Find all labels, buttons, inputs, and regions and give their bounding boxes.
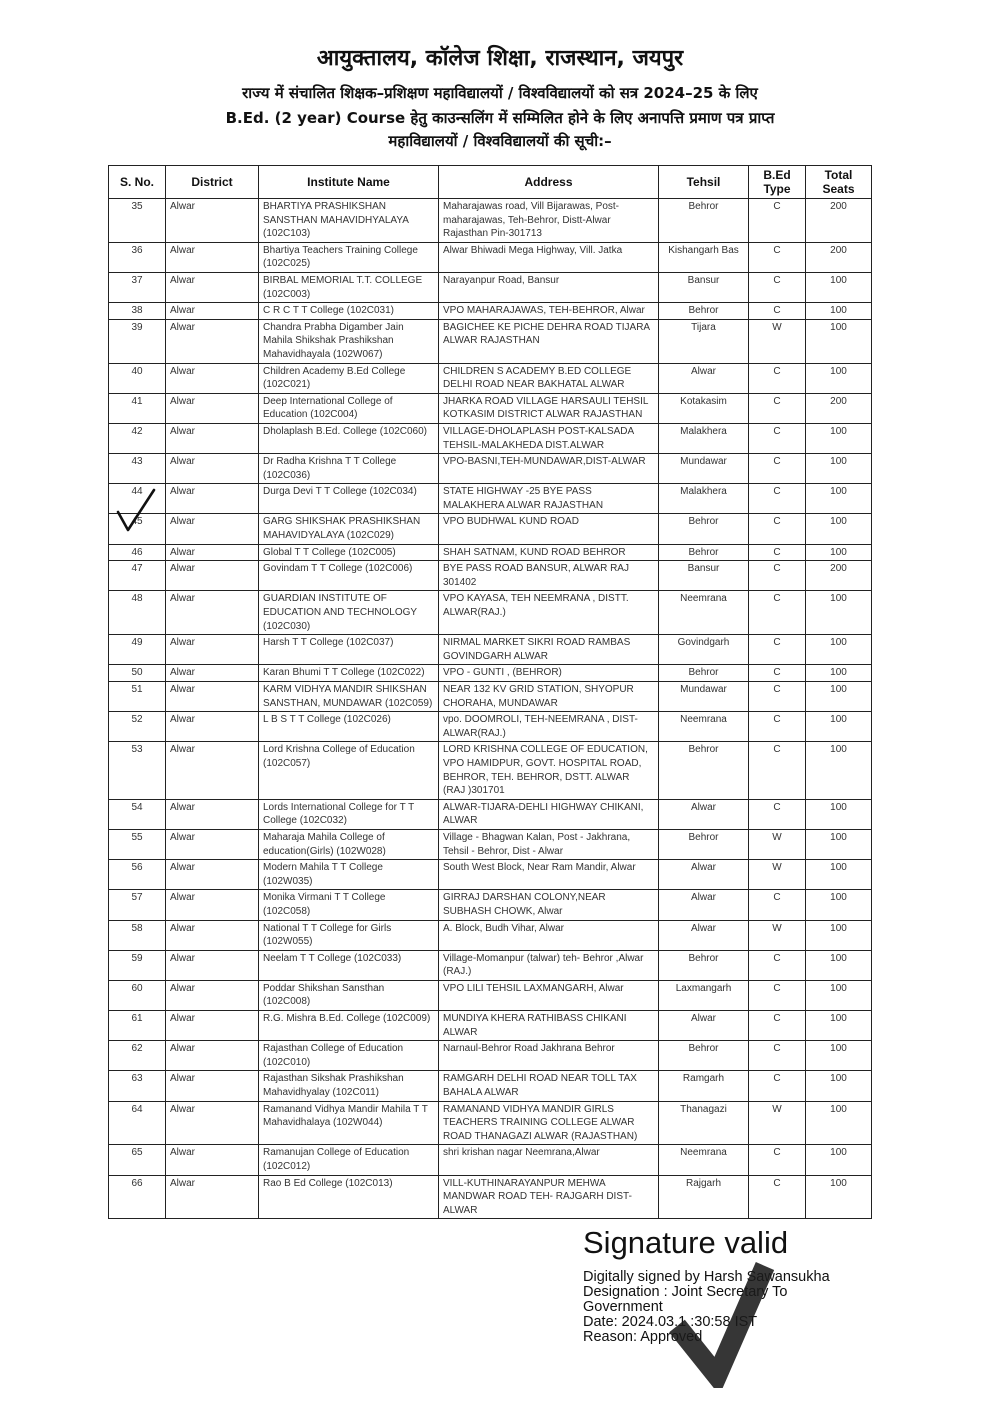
cell-district: Alwar [166,393,259,423]
table-row [109,363,872,393]
cell-district: Alwar [166,319,259,363]
cell-sno: 44 [109,484,166,514]
cell-address: Village-Momanpur (talwar) teh- Behror ,Alwar (RAJ.) [439,950,659,980]
cell-bed-type: C [749,890,806,920]
cell-total-seats: 100 [806,799,872,829]
table-row [109,303,872,320]
cell-institute-name: Dholaplash B.Ed. College (102C060) [259,423,439,453]
cell-address: BAGICHEE KE PICHE DEHRA ROAD TIJARA ALWAR RAJASTHAN [439,319,659,363]
document-title: आयुक्तालय, कॉलेज शिक्षा, राजस्थान, जयपुर [316,46,684,71]
cell-institute-name: Lords International College for T T College (102C032) [259,799,439,829]
cell-district: Alwar [166,1011,259,1041]
cell-address: VPO BUDHWAL KUND ROAD [439,514,659,544]
cell-bed-type: C [749,1041,806,1071]
table-row [109,199,872,243]
column-header-district: District [166,166,259,199]
cell-bed-type: C [749,712,806,742]
table-row [109,682,872,712]
cell-district: Alwar [166,242,259,272]
cell-tehsil: Alwar [659,890,749,920]
cell-total-seats: 100 [806,423,872,453]
cell-address: CHILDREN S ACADEMY B.ED COLLEGE DELHI ROAD NEAR BAKHATAL ALWAR [439,363,659,393]
cell-tehsil: Alwar [659,363,749,393]
cell-institute-name: Durga Devi T T College (102C034) [259,484,439,514]
cell-total-seats: 100 [806,635,872,665]
cell-institute-name: Monika Virmani T T College (102C058) [259,890,439,920]
cell-institute-name: Ramanujan College of Education (102C012) [259,1145,439,1175]
cell-tehsil: Neemrana [659,591,749,635]
column-header-bed-type: B.Ed Type [749,166,806,199]
cell-address: NEAR 132 KV GRID STATION, SHYOPUR CHORAHA, MUNDAWAR [439,682,659,712]
cell-address: A. Block, Budh Vihar, Alwar [439,920,659,950]
cell-address: VPO MAHARAJAWAS, TEH-BEHROR, Alwar [439,303,659,320]
cell-district: Alwar [166,1101,259,1145]
table-row [109,635,872,665]
cell-institute-name: R.G. Mishra B.Ed. College (102C009) [259,1011,439,1041]
cell-institute-name: Bhartiya Teachers Training College (102C025) [259,242,439,272]
institute-table [108,165,872,1219]
cell-total-seats: 100 [806,303,872,320]
cell-address: Alwar Bhiwadi Mega Highway, Vill. Jatka [439,242,659,272]
cell-institute-name: Dr Radha Krishna T T College (102C036) [259,454,439,484]
cell-address: LORD KRISHNA COLLEGE OF EDUCATION, VPO HAMIDPUR, GOVT. HOSPITAL ROAD, BEHROR, TEH. BEHROR, DSTT. ALWAR (RAJ )301701 [439,742,659,799]
table-row [109,544,872,561]
table-row [109,920,872,950]
cell-total-seats: 100 [806,454,872,484]
cell-tehsil: Behror [659,950,749,980]
cell-total-seats: 200 [806,393,872,423]
cell-total-seats: 100 [806,1041,872,1071]
table-row [109,1011,872,1041]
cell-total-seats: 100 [806,484,872,514]
cell-district: Alwar [166,1071,259,1101]
cell-sno: 39 [109,319,166,363]
table-row [109,242,872,272]
cell-district: Alwar [166,980,259,1010]
cell-total-seats: 100 [806,1145,872,1175]
cell-sno: 52 [109,712,166,742]
cell-address: RAMGARH DELHI ROAD NEAR TOLL TAX BAHALA ALWAR [439,1071,659,1101]
table-row [109,799,872,829]
handwritten-checkmark-icon [112,486,162,536]
cell-total-seats: 100 [806,272,872,302]
cell-sno: 57 [109,890,166,920]
cell-institute-name: Deep International College of Education (102C004) [259,393,439,423]
cell-bed-type: C [749,1175,806,1219]
cell-total-seats: 100 [806,514,872,544]
table-row [109,890,872,920]
cell-address: Narnaul-Behror Road Jakhrana Behror [439,1041,659,1071]
cell-total-seats: 100 [806,980,872,1010]
cell-tehsil: Behror [659,514,749,544]
cell-district: Alwar [166,272,259,302]
cell-district: Alwar [166,920,259,950]
table-row [109,742,872,799]
cell-district: Alwar [166,199,259,243]
cell-institute-name: Neelam T T College (102C033) [259,950,439,980]
cell-bed-type: C [749,682,806,712]
cell-sno: 37 [109,272,166,302]
cell-sno: 59 [109,950,166,980]
cell-district: Alwar [166,1145,259,1175]
cell-sno: 46 [109,544,166,561]
cell-district: Alwar [166,514,259,544]
cell-institute-name: Children Academy B.Ed College (102C021) [259,363,439,393]
cell-tehsil: Mundawar [659,454,749,484]
cell-tehsil: Behror [659,1041,749,1071]
cell-tehsil: Tijara [659,319,749,363]
signature-signed-by: Digitally signed by Harsh Sawansukha [583,1269,830,1285]
table-row [109,665,872,682]
signature-designation-cont: Government [583,1299,663,1315]
table-row [109,1175,872,1219]
cell-sno: 53 [109,742,166,799]
cell-sno: 55 [109,829,166,859]
cell-address: vpo. DOOMROLI, TEH-NEEMRANA , DIST-ALWAR(RAJ.) [439,712,659,742]
cell-institute-name: National T T College for Girls (102W055) [259,920,439,950]
table-row [109,829,872,859]
cell-bed-type: C [749,544,806,561]
cell-total-seats: 100 [806,544,872,561]
cell-sno: 65 [109,1145,166,1175]
cell-institute-name: Modern Mahila T T College (102W035) [259,860,439,890]
cell-sno: 62 [109,1041,166,1071]
cell-address: VPO - GUNTI , (BEHROR) [439,665,659,682]
cell-bed-type: C [749,980,806,1010]
cell-sno: 38 [109,303,166,320]
cell-address: VPO LILI TEHSIL LAXMANGARH, Alwar [439,980,659,1010]
cell-total-seats: 100 [806,1101,872,1145]
table-row [109,950,872,980]
cell-district: Alwar [166,454,259,484]
cell-tehsil: Behror [659,544,749,561]
cell-address: NIRMAL MARKET SIKRI ROAD RAMBAS GOVINDGARH ALWAR [439,635,659,665]
cell-tehsil: Mundawar [659,682,749,712]
cell-institute-name: Lord Krishna College of Education (102C057) [259,742,439,799]
table-row [109,1101,872,1145]
cell-tehsil: Ramgarh [659,1071,749,1101]
cell-bed-type: C [749,1011,806,1041]
cell-total-seats: 100 [806,712,872,742]
cell-institute-name: C R C T T College (102C031) [259,303,439,320]
cell-tehsil: Behror [659,742,749,799]
cell-sno: 47 [109,561,166,591]
cell-bed-type: W [749,860,806,890]
cell-address: VILL-KUTHINARAYANPUR MEHWA MANDWAR ROAD TEH- RAJGARH DIST-ALWAR [439,1175,659,1219]
cell-address: RAMANAND VIDHYA MANDIR GIRLS TEACHERS TRAINING COLLEGE ALWAR ROAD THANAGAZI ALWAR (RAJASTHAN) [439,1101,659,1145]
cell-tehsil: Thanagazi [659,1101,749,1145]
cell-district: Alwar [166,890,259,920]
cell-district: Alwar [166,303,259,320]
cell-total-seats: 100 [806,665,872,682]
cell-address: JHARKA ROAD VILLAGE HARSAULI TEHSIL KOTKASIM DISTRICT ALWAR RAJASTHAN [439,393,659,423]
cell-address: GIRRAJ DARSHAN COLONY,NEAR SUBHASH CHOWK, Alwar [439,890,659,920]
cell-tehsil: Alwar [659,860,749,890]
table-row [109,393,872,423]
cell-bed-type: C [749,1071,806,1101]
cell-total-seats: 100 [806,829,872,859]
column-header-address: Address [439,166,659,199]
table-row [109,1145,872,1175]
cell-address: VPO-BASNI,TEH-MUNDAWAR,DIST-ALWAR [439,454,659,484]
column-header-sno: S. No. [109,166,166,199]
cell-sno: 56 [109,860,166,890]
signature-status: Signature valid [583,1225,789,1260]
document-subtitle-line-3: महाविद्यालयों / विश्वविद्यालयों की सूची:– [388,132,612,150]
cell-tehsil: Neemrana [659,1145,749,1175]
cell-tehsil: Bansur [659,272,749,302]
cell-bed-type: C [749,393,806,423]
cell-bed-type: C [749,665,806,682]
cell-bed-type: C [749,561,806,591]
cell-tehsil: Neemrana [659,712,749,742]
table-row [109,561,872,591]
table-row [109,712,872,742]
signature-validity-checkmark-icon [665,1248,775,1388]
cell-address: MUNDIYA KHERA RATHIBASS CHIKANI ALWAR [439,1011,659,1041]
table-row [109,860,872,890]
cell-district: Alwar [166,423,259,453]
cell-tehsil: Behror [659,199,749,243]
signature-designation: Designation : Joint Secretary To [583,1284,788,1300]
table-row [109,514,872,544]
cell-total-seats: 100 [806,920,872,950]
cell-total-seats: 200 [806,561,872,591]
table-row [109,272,872,302]
cell-address: Maharajawas road, Vill Bijarawas, Post-maharajawas, Teh-Behror, Distt-Alwar Rajasthan Pin-301713 [439,199,659,243]
cell-address: ALWAR-TIJARA-DEHLI HIGHWAY CHIKANI, ALWAR [439,799,659,829]
cell-institute-name: Harsh T T College (102C037) [259,635,439,665]
cell-district: Alwar [166,950,259,980]
cell-tehsil: Behror [659,303,749,320]
cell-district: Alwar [166,682,259,712]
cell-sno: 51 [109,682,166,712]
document-subtitle-line-1: राज्य में संचालित शिक्षक–प्रशिक्षण महाविद्यालयों / विश्वविद्यालयों को सत्र 2024–25 के लिए [242,84,758,102]
cell-sno: 36 [109,242,166,272]
table-header-row [109,166,872,199]
cell-institute-name: Global T T College (102C005) [259,544,439,561]
cell-bed-type: C [749,950,806,980]
cell-district: Alwar [166,1041,259,1071]
cell-bed-type: C [749,423,806,453]
cell-institute-name: Rajasthan College of Education (102C010) [259,1041,439,1071]
cell-tehsil: Behror [659,665,749,682]
cell-total-seats: 100 [806,890,872,920]
cell-total-seats: 100 [806,742,872,799]
cell-district: Alwar [166,544,259,561]
cell-bed-type: W [749,1101,806,1145]
cell-sno: 48 [109,591,166,635]
table-row [109,319,872,363]
column-header-institute-name: Institute Name [259,166,439,199]
table-row [109,1041,872,1071]
cell-bed-type: W [749,920,806,950]
cell-sno: 43 [109,454,166,484]
cell-district: Alwar [166,799,259,829]
cell-bed-type: C [749,484,806,514]
cell-sno: 64 [109,1101,166,1145]
cell-tehsil: Malakhera [659,484,749,514]
cell-total-seats: 100 [806,363,872,393]
table-row [109,591,872,635]
table-row [109,980,872,1010]
document-subtitle-line-2: B.Ed. (2 year) Course हेतु काउन्सलिंग में सम्मिलित होने के लिए अनापत्ति प्रमाण पत्र प्राप्त [225,109,775,127]
cell-bed-type: C [749,1145,806,1175]
cell-bed-type: C [749,454,806,484]
cell-district: Alwar [166,712,259,742]
cell-tehsil: Behror [659,829,749,859]
table-row [109,1071,872,1101]
cell-district: Alwar [166,635,259,665]
cell-tehsil: Alwar [659,920,749,950]
column-header-total-seats: Total Seats [806,166,872,199]
cell-total-seats: 100 [806,591,872,635]
cell-district: Alwar [166,591,259,635]
cell-institute-name: Govindam T T College (102C006) [259,561,439,591]
column-header-tehsil: Tehsil [659,166,749,199]
cell-institute-name: Ramanand Vidhya Mandir Mahila T T Mahavidhalaya (102W044) [259,1101,439,1145]
cell-institute-name: L B S T T College (102C026) [259,712,439,742]
cell-sno: 50 [109,665,166,682]
signature-reason: Reason: Approved [583,1329,703,1345]
cell-tehsil: Rajgarh [659,1175,749,1219]
cell-total-seats: 100 [806,950,872,980]
cell-bed-type: C [749,242,806,272]
cell-sno: 60 [109,980,166,1010]
cell-total-seats: 100 [806,1071,872,1101]
cell-bed-type: C [749,272,806,302]
cell-institute-name: GUARDIAN INSTITUTE OF EDUCATION AND TECHNOLOGY (102C030) [259,591,439,635]
cell-institute-name: BIRBAL MEMORIAL T.T. COLLEGE (102C003) [259,272,439,302]
cell-address: shri krishan nagar Neemrana,Alwar [439,1145,659,1175]
cell-tehsil: Kishangarh Bas [659,242,749,272]
table-row [109,454,872,484]
cell-total-seats: 100 [806,860,872,890]
cell-institute-name: KARM VIDHYA MANDIR SHIKSHAN SANSTHAN, MUNDAWAR (102C059) [259,682,439,712]
cell-address: Narayanpur Road, Bansur [439,272,659,302]
cell-total-seats: 100 [806,1011,872,1041]
cell-institute-name: BHARTIYA PRASHIKSHAN SANSTHAN MAHAVIDHYALAYA (102C103) [259,199,439,243]
cell-district: Alwar [166,742,259,799]
signature-date: Date: 2024.03.1 :30:58 IST [583,1314,758,1330]
cell-district: Alwar [166,1175,259,1219]
table-row [109,484,872,514]
cell-institute-name: Poddar Shikshan Sansthan (102C008) [259,980,439,1010]
cell-sno: 61 [109,1011,166,1041]
cell-district: Alwar [166,860,259,890]
cell-sno: 35 [109,199,166,243]
cell-bed-type: C [749,199,806,243]
cell-district: Alwar [166,829,259,859]
cell-address: VPO KAYASA, TEH NEEMRANA , DISTT. ALWAR(RAJ.) [439,591,659,635]
cell-address: BYE PASS ROAD BANSUR, ALWAR RAJ 301402 [439,561,659,591]
cell-tehsil: Malakhera [659,423,749,453]
cell-total-seats: 100 [806,319,872,363]
cell-tehsil: Kotakasim [659,393,749,423]
cell-institute-name: Rajasthan Sikshak Prashikshan Mahavidhyalay (102C011) [259,1071,439,1101]
cell-bed-type: W [749,829,806,859]
cell-tehsil: Bansur [659,561,749,591]
cell-sno: 41 [109,393,166,423]
cell-bed-type: C [749,635,806,665]
cell-institute-name: Karan Bhumi T T College (102C022) [259,665,439,682]
cell-sno: 66 [109,1175,166,1219]
cell-address: Village - Bhagwan Kalan, Post - Jakhrana, Tehsil - Behror, Dist - Alwar [439,829,659,859]
cell-district: Alwar [166,561,259,591]
cell-bed-type: C [749,799,806,829]
cell-address: SHAH SATNAM, KUND ROAD BEHROR [439,544,659,561]
cell-sno: 40 [109,363,166,393]
cell-bed-type: C [749,742,806,799]
cell-bed-type: C [749,591,806,635]
cell-address: South West Block, Near Ram Mandir, Alwar [439,860,659,890]
cell-institute-name: Maharaja Mahila College of education(Girls) (102W028) [259,829,439,859]
cell-bed-type: W [749,319,806,363]
cell-bed-type: C [749,514,806,544]
table-row [109,423,872,453]
cell-sno: 58 [109,920,166,950]
cell-institute-name: Rao B Ed College (102C013) [259,1175,439,1219]
cell-institute-name: Chandra Prabha Digamber Jain Mahila Shikshak Prashikshan Mahavidhayala (102W067) [259,319,439,363]
cell-district: Alwar [166,363,259,393]
cell-sno: 63 [109,1071,166,1101]
cell-sno: 45 [109,514,166,544]
cell-total-seats: 200 [806,199,872,243]
cell-sno: 42 [109,423,166,453]
cell-bed-type: C [749,363,806,393]
cell-address: STATE HIGHWAY -25 BYE PASS MALAKHERA ALWAR RAJASTHAN [439,484,659,514]
cell-institute-name: GARG SHIKSHAK PRASHIKSHAN MAHAVIDYALAYA (102C029) [259,514,439,544]
cell-tehsil: Govindgarh [659,635,749,665]
cell-total-seats: 200 [806,242,872,272]
cell-district: Alwar [166,665,259,682]
cell-tehsil: Alwar [659,799,749,829]
cell-district: Alwar [166,484,259,514]
cell-tehsil: Laxmangarh [659,980,749,1010]
cell-address: VILLAGE-DHOLAPLASH POST-KALSADA TEHSIL-MALAKHEDA DIST.ALWAR [439,423,659,453]
cell-sno: 49 [109,635,166,665]
cell-tehsil: Alwar [659,1011,749,1041]
cell-total-seats: 100 [806,1175,872,1219]
cell-total-seats: 100 [806,682,872,712]
cell-sno: 54 [109,799,166,829]
cell-bed-type: C [749,303,806,320]
